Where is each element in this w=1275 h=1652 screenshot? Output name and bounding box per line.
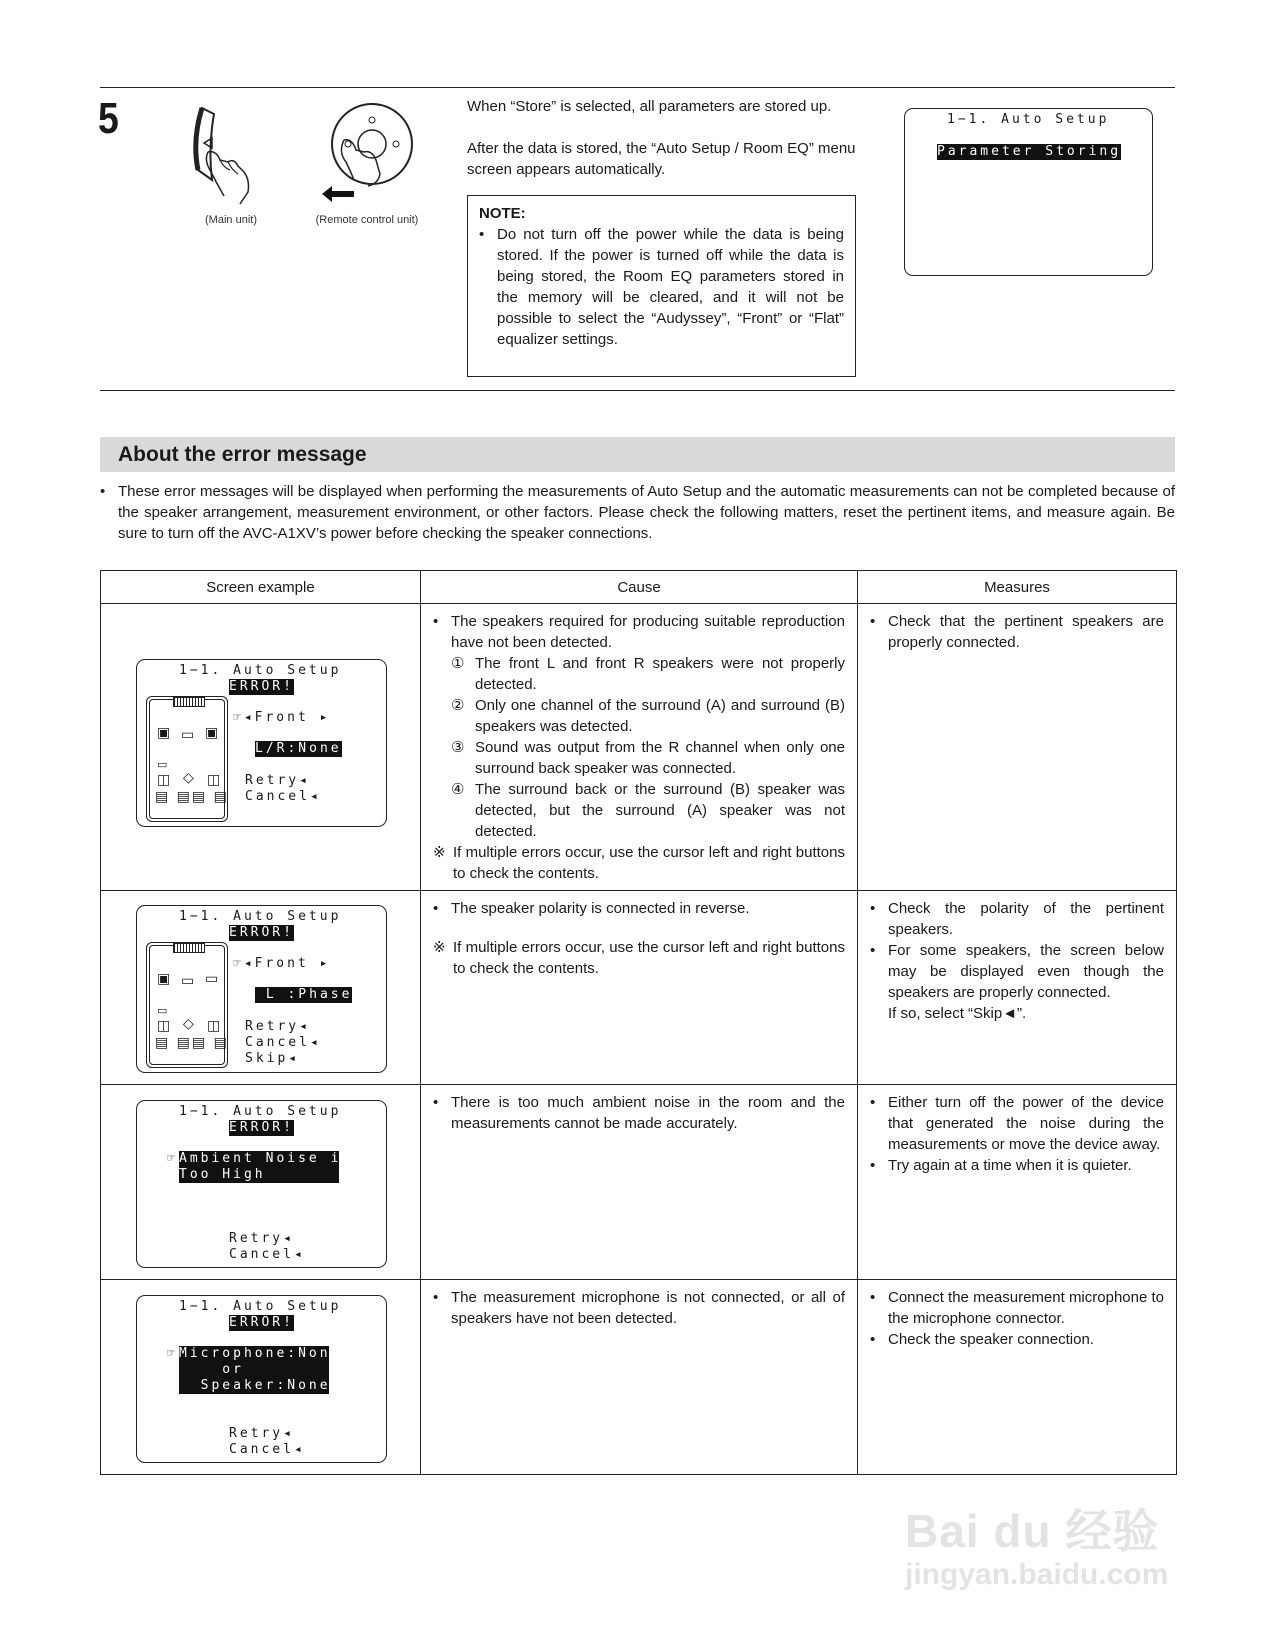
reference-mark: ※ — [433, 844, 446, 861]
error-screen-microphone — [136, 1295, 387, 1463]
section-title: About the error message — [118, 443, 367, 466]
cause-sub-item — [451, 779, 845, 842]
sub-text: The surround back or the surround (B) speaker was detected, but the surround (A) speaker was not detected. — [475, 781, 845, 840]
cause-text: There is too much ambient noise in the room and the measurements cannot be made accurately. — [451, 1094, 845, 1132]
or-line: or — [179, 1362, 329, 1378]
reference-text: If multiple errors occur, use the cursor left and right buttons to check the contents. — [453, 844, 845, 882]
bullet-dot: • — [870, 942, 876, 959]
microphone-icon: ◇ — [183, 1016, 197, 1032]
note-title: NOTE: — [479, 205, 526, 222]
measure-extra-text: If so, select “Skip◄”. — [888, 1005, 1027, 1022]
error-label: ERROR! — [229, 679, 294, 694]
sub-number: ④ — [451, 781, 465, 798]
center-speaker-icon: ▭ — [181, 727, 198, 743]
reference-mark: ※ — [433, 939, 446, 956]
surround-back-icons: ▤ ▤▤ ▤ — [155, 789, 229, 805]
measure-bullet — [870, 1092, 1164, 1155]
measure-text: Check the speaker connection. — [888, 1331, 1094, 1348]
cause-bullet — [433, 611, 845, 653]
surround-left-icon: ◫ — [157, 772, 174, 788]
cause-bullet — [433, 898, 845, 919]
cause-cell — [421, 891, 858, 1085]
reference-note — [433, 842, 845, 884]
cause-text: The speaker polarity is connected in reverse. — [451, 900, 750, 917]
measures-cell — [858, 604, 1177, 891]
bullet-dot: • — [870, 1157, 876, 1174]
speaker-status: Speaker:None — [179, 1378, 331, 1393]
error-screen-front — [136, 659, 387, 827]
bullet-dot: • — [870, 1331, 876, 1348]
error-label: ERROR! — [229, 1120, 294, 1135]
microphone-status: Microphone:None — [179, 1346, 342, 1361]
table-row — [101, 604, 1177, 891]
lr-none-status: L/R:None — [255, 741, 342, 756]
step-text-2: After the data is stored, the “Auto Setup / Room EQ” menu screen appears automatically. — [467, 140, 856, 178]
surround-right-icon: ◫ — [207, 772, 224, 788]
error-screen-ambient — [136, 1100, 387, 1268]
cause-sub-item — [451, 737, 845, 779]
sub-text: Only one channel of the surround (A) and surround (B) speakers was detected. — [475, 697, 845, 735]
error-screen-phase — [136, 905, 387, 1073]
cancel-option: Cancel◂ — [245, 789, 321, 804]
measure-bullet — [870, 940, 1164, 1003]
storing-screen — [904, 108, 1153, 276]
remote-caption: (Remote control unit) — [315, 214, 419, 226]
front-left-speaker-icon: ▣ — [157, 725, 174, 741]
screen-title: 1−1. Auto Setup — [179, 909, 342, 924]
error-label: ERROR! — [229, 925, 294, 940]
subwoofer-icon: ▭ — [157, 1004, 171, 1017]
screen-cell — [101, 1085, 421, 1280]
measure-bullet — [870, 898, 1164, 940]
measure-bullet — [870, 611, 1164, 653]
cause-cell — [421, 1085, 858, 1280]
bullet-dot: • — [433, 900, 439, 917]
sub-number: ② — [451, 697, 465, 714]
bullet-dot: • — [870, 1094, 876, 1111]
measure-text: Either turn off the power of the device that generated the noise during the measurements or move the device away. — [888, 1094, 1164, 1153]
display-icon — [173, 697, 205, 707]
bullet-dot: • — [870, 613, 876, 630]
measure-extra — [870, 1003, 1164, 1024]
measure-text: Check the polarity of the pertinent speakers. — [888, 900, 1164, 938]
cause-bullet — [433, 1287, 845, 1329]
screen-title: 1−1. Auto Setup — [179, 1104, 342, 1119]
surround-left-icon: ◫ — [157, 1018, 174, 1034]
bullet-dot: • — [433, 613, 439, 630]
ambient-noise-line-1: Ambient Noise is — [179, 1151, 353, 1166]
retry-option: Retry◂ — [229, 1231, 294, 1246]
front-selector: ☞◂Front ▸ — [233, 710, 331, 725]
subwoofer-icon: ▭ — [157, 758, 171, 771]
cause-cell — [421, 604, 858, 891]
measure-bullet — [870, 1287, 1164, 1329]
retry-option: Retry◂ — [245, 1019, 310, 1034]
note-text: Do not turn off the power while the data is being stored. If the power is turned off while the data is being stored, the Room EQ parameters stored in the memory will be cleared, and it will not be possible to select the “Audyssey”, “Front” or “Flat” equalizer settings. — [497, 226, 844, 348]
bullet-dot: • — [100, 483, 106, 500]
measures-cell — [858, 1085, 1177, 1280]
sub-number: ③ — [451, 739, 465, 756]
sub-text: Sound was output from the R channel when only one surround back speaker was connected. — [475, 739, 845, 777]
front-left-speaker-icon: ▣ — [157, 971, 174, 987]
note-bullet — [479, 224, 844, 350]
header-cause: Cause — [421, 571, 858, 604]
screen-highlight: Parameter Storing — [937, 144, 1122, 159]
cancel-option: Cancel◂ — [229, 1442, 305, 1457]
front-right-speaker-icon: ▭ — [205, 971, 222, 987]
surround-right-icon: ◫ — [207, 1018, 224, 1034]
cause-sub-item — [451, 695, 845, 737]
table-row — [101, 1280, 1177, 1475]
cause-sub-item — [451, 653, 845, 695]
error-label: ERROR! — [229, 1315, 294, 1330]
measure-text: Connect the measurement microphone to the microphone connector. — [888, 1289, 1164, 1327]
measure-bullet — [870, 1329, 1164, 1350]
table-row — [101, 891, 1177, 1085]
microphone-icon: ◇ — [183, 770, 197, 786]
cause-text: The speakers required for producing suitable reproduction have not been detected. — [451, 613, 845, 651]
skip-option: Skip◂ — [245, 1051, 300, 1066]
intro-text: These error messages will be displayed when performing the measurements of Auto Setup and the automatic measurements can not be completed because of the speaker arrangement, measurement environment, or other factors. Please check the following matters, reset the pertinent items, and measure again. Be sure to turn off the AVC-A1XV’s power before checking the speaker connections. — [118, 483, 1175, 542]
screen-cell — [101, 1280, 421, 1475]
measure-text: Check that the pertinent speakers are properly connected. — [888, 613, 1164, 651]
cause-cell — [421, 1280, 858, 1475]
ambient-noise-line-2: Too High — [179, 1167, 339, 1183]
step-number: 5 — [98, 94, 119, 143]
note-box — [467, 195, 856, 377]
screen-cell — [101, 891, 421, 1085]
reference-text: If multiple errors occur, use the cursor left and right buttons to check the contents. — [453, 939, 845, 977]
bullet-dot: • — [870, 900, 876, 917]
step-bottom-rule — [100, 390, 1175, 391]
display-icon — [173, 943, 205, 953]
screen-cell — [101, 604, 421, 891]
measures-cell — [858, 891, 1177, 1085]
remote-control-illustration — [318, 100, 428, 210]
main-unit-caption: (Main unit) — [205, 214, 257, 226]
measure-text: Try again at a time when it is quieter. — [888, 1157, 1132, 1174]
step-text-1: When “Store” is selected, all parameters are stored up. — [467, 98, 832, 115]
center-speaker-icon: ▭ — [181, 973, 198, 989]
baidu-watermark-logo: Bai du 经验 — [905, 1505, 1160, 1557]
header-measures: Measures — [858, 571, 1177, 604]
screen-title: 1−1. Auto Setup — [947, 112, 1110, 127]
screen-title: 1−1. Auto Setup — [179, 1299, 342, 1314]
measure-bullet — [870, 1155, 1164, 1176]
front-selector: ☞◂Front ▸ — [233, 956, 331, 971]
top-rule — [100, 87, 1175, 88]
measure-text: For some speakers, the screen below may be displayed even though the speakers are properly connected. — [888, 942, 1164, 1001]
sub-number: ① — [451, 655, 465, 672]
cause-text: The measurement microphone is not connected, or all of speakers have not been detected. — [451, 1289, 845, 1327]
bullet-dot: • — [433, 1094, 439, 1111]
table-row — [101, 1085, 1177, 1280]
retry-option: Retry◂ — [245, 773, 310, 788]
retry-option: Retry◂ — [229, 1426, 294, 1441]
sub-text: The front L and front R speakers were not properly detected. — [475, 655, 845, 693]
measures-cell — [858, 1280, 1177, 1475]
phase-status: L :Phase — [255, 987, 353, 1002]
cancel-option: Cancel◂ — [229, 1247, 305, 1262]
bullet-dot: • — [433, 1289, 439, 1306]
table-header-row — [101, 571, 1177, 604]
cancel-option: Cancel◂ — [245, 1035, 321, 1050]
pointer-icon: ☞ — [167, 1346, 175, 1361]
header-screen-example: Screen example — [101, 571, 421, 604]
reference-note — [433, 937, 845, 979]
error-table — [100, 570, 1177, 1475]
front-right-speaker-icon: ▣ — [205, 725, 222, 741]
cause-bullet — [433, 1092, 845, 1134]
screen-title: 1−1. Auto Setup — [179, 663, 342, 678]
section-intro — [100, 481, 1175, 544]
main-unit-hand-illustration — [190, 100, 270, 210]
pointer-icon: ☞ — [167, 1151, 175, 1166]
bullet-dot: • — [479, 226, 485, 243]
bullet-dot: • — [870, 1289, 876, 1306]
surround-back-icons: ▤ ▤▤ ▤ — [155, 1035, 229, 1051]
baidu-watermark-url: jingyan.baidu.com — [905, 1558, 1169, 1591]
